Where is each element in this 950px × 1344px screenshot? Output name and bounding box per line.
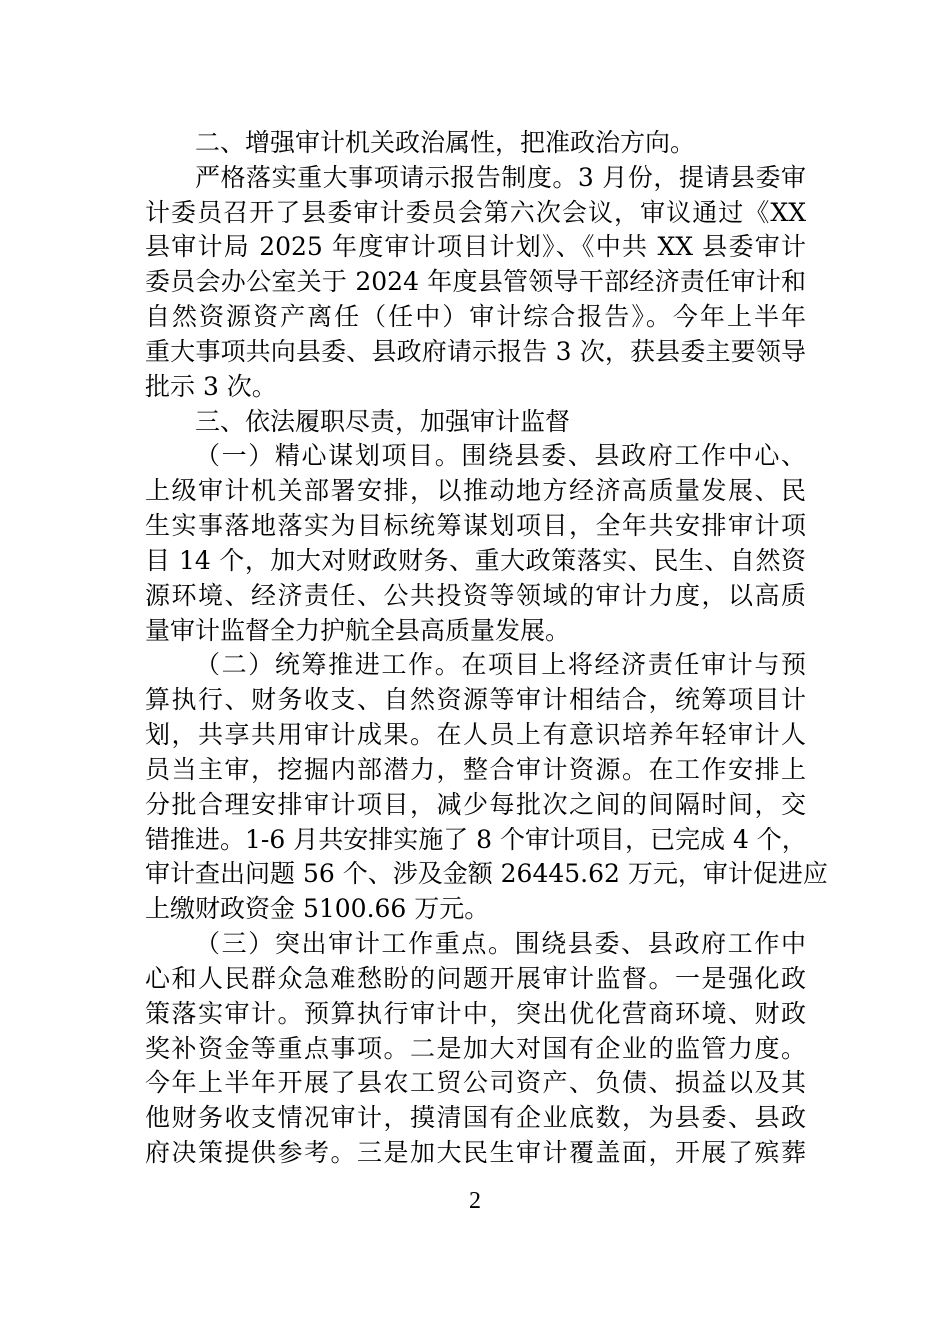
- text-line: 委员会办公室关于 2024 年度县管领导干部经济责任审计和: [145, 267, 806, 297]
- text-line: 批示 3 次。: [145, 371, 277, 401]
- text-line: 重大事项共向县委、县政府请示报告 3 次，获县委主要领导: [145, 336, 806, 366]
- text-line: 三、依法履职尽责，加强审计监督: [195, 406, 571, 436]
- text-line: 自然资源资产离任（任中）审计综合报告》。今年上半年: [145, 302, 806, 332]
- text-line: 源环境、经济责任、公共投资等领域的审计力度，以高质: [145, 580, 806, 610]
- text-line: 分批合理安排审计项目，减少每批次之间的间隔时间，交: [145, 789, 806, 819]
- text-line: （一）精心谋划项目。围绕县委、县政府工作中心、: [195, 441, 806, 471]
- text-line: 府决策提供参考。三是加大民生审计覆盖面，开展了殡葬: [145, 1138, 806, 1168]
- text-line: 量审计监督全力护航全县高质量发展。: [145, 615, 571, 645]
- text-line: 员当主审，挖掘内部潜力，整合审计资源。在工作安排上: [145, 754, 806, 784]
- text-line: 今年上半年开展了县农工贸公司资产、负债、损益以及其: [145, 1068, 806, 1098]
- text-line: 生实事落地落实为目标统筹谋划项目，全年共安排审计项: [145, 511, 806, 541]
- text-line: 县审计局 2025 年度审计项目计划》、《中共 XX 县委审计: [145, 232, 806, 262]
- text-line: 奖补资金等重点事项。二是加大对国有企业的监管力度。: [145, 1033, 806, 1063]
- text-line: 上级审计机关部署安排，以推动地方经济高质量发展、民: [145, 476, 806, 506]
- text-line: 严格落实重大事项请示报告制度。3 月份，提请县委审: [195, 162, 806, 192]
- text-line: 上缴财政资金 5100.66 万元。: [145, 894, 490, 924]
- text-line: （三）突出审计工作重点。围绕县委、县政府工作中: [195, 929, 806, 959]
- text-line: 二、增强审计机关政治属性，把准政治方向。: [195, 128, 696, 157]
- text-line: 策落实审计。预算执行审计中，突出优化营商环境、财政: [145, 998, 806, 1028]
- text-line: 目 14 个，加大对财政财务、重大政策落实、民生、自然资: [145, 545, 806, 575]
- text-line: （二）统筹推进工作。在项目上将经济责任审计与预: [195, 650, 806, 680]
- text-line: 计委员召开了县委审计委员会第六次会议，审议通过《XX: [145, 197, 806, 227]
- document-body: [145, 126, 828, 1171]
- text-line: 算执行、财务收支、自然资源等审计相结合，统筹项目计: [145, 685, 806, 715]
- text-line: 审计查出问题 56 个、涉及金额 26445.62 万元，审计促进应: [145, 859, 828, 889]
- text-line: 心和人民群众急难愁盼的问题开展审计监督。一是强化政: [145, 963, 806, 993]
- text-line: 错推进。1-6 月共安排实施了 8 个审计项目，已完成 4 个，: [145, 824, 807, 854]
- page-number: 2: [469, 1188, 481, 1214]
- text-line: 他财务收支情况审计，摸清国有企业底数，为县委、县政: [145, 1103, 806, 1133]
- text-line: 划，共享共用审计成果。在人员上有意识培养年轻审计人: [145, 720, 806, 750]
